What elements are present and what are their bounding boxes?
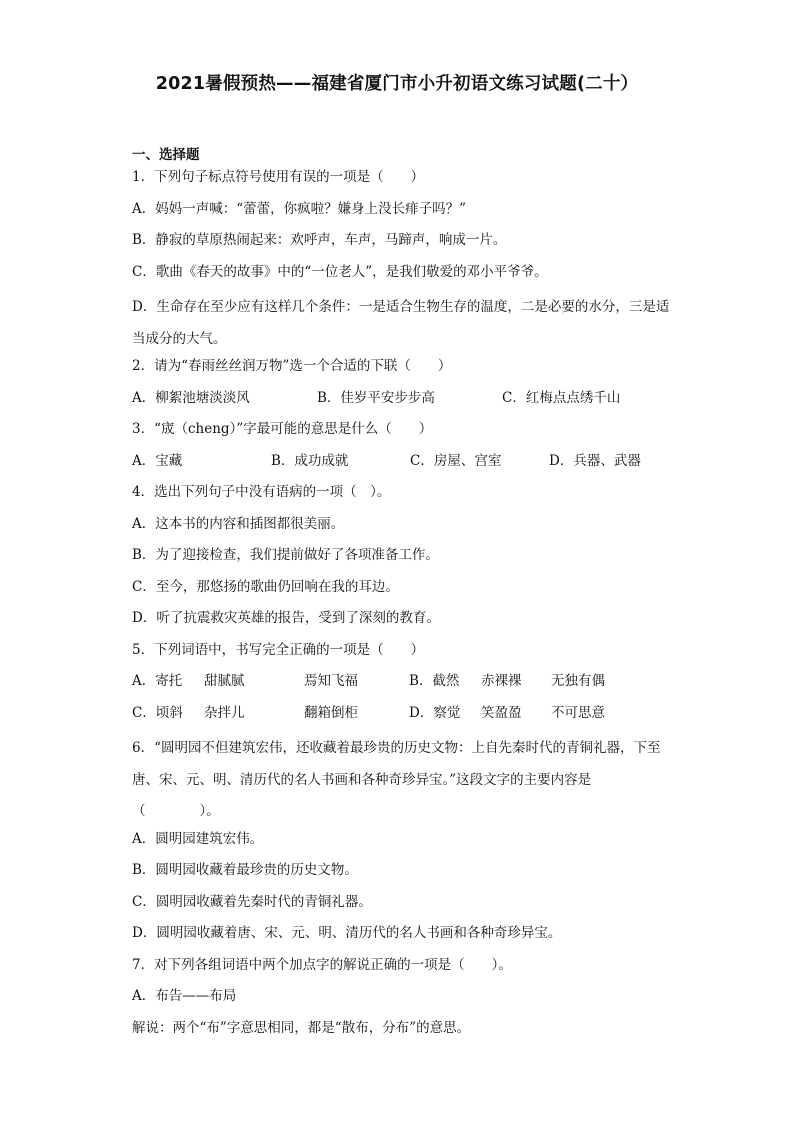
q3-option-a: A．宝藏	[132, 452, 183, 469]
q4-option-a: A．这本书的内容和插图都很美丽。	[132, 515, 345, 532]
q6-option-c: C．圆明园收藏着先秦时代的青铜礼器。	[132, 893, 372, 910]
q5-option-b-word1: B．截然	[409, 673, 460, 689]
q6-option-d: D．圆明园收藏着唐、宋、元、明、清历代的名人书画和各种奇珍异宝。	[132, 925, 562, 941]
q1-option-b: B．静寂的草原热闹起来：欢呼声，车声，马蹄声，响成一片。	[132, 232, 507, 248]
q7-explanation: 解说：两个“布”字意思相同，都是“散布，分布”的意思。	[132, 1019, 471, 1036]
q4-option-d: D．听了抗震救灾英雄的报告，受到了深刻的教育。	[132, 610, 440, 626]
q5-option-c-word2: 杂拌儿	[204, 704, 245, 721]
q2-option-b: B．佳岁平安步步高	[317, 389, 435, 406]
q3-options	[132, 450, 672, 482]
q2-option-a: A．柳絮池塘淡淡风	[132, 389, 250, 406]
q5-options-ab	[132, 670, 672, 702]
q5-option-b-word2: 赤裸裸	[481, 673, 522, 689]
q2-option-c: C．红梅点点绣千山	[502, 389, 621, 406]
q7-option-a: A．布告——布局	[132, 988, 237, 1004]
q5-option-c-word3: 翻箱倒柜	[304, 704, 358, 721]
q5-option-a-word2: 甜腻腻	[204, 673, 245, 689]
q5-stem: 5．下列词语中，书写完全正确的一项是（ ）	[132, 641, 425, 658]
q7-stem: 7．对下列各组词语中两个加点字的解说正确的一项是（ ）。	[132, 956, 512, 973]
q3-option-d: D．兵器、武器	[549, 452, 641, 469]
q3-option-b: B．成功成就	[271, 452, 349, 469]
q1-option-d: D．生命存在至少应有这样几个条件：一是适合生物生存的温度，二是必要的水分，三是适当成分的大气。	[132, 299, 670, 347]
q6-stem: 6．“圆明园不但建筑宏伟，还收藏着最珍贵的历史文物：上自先秦时代的青铜礼器，下至唐、宋、元、明、清历代的名人书画和各种奇珍异宝。”这段文字的主要内容是（ ）。	[132, 740, 661, 819]
q1-option-a: A．妈妈一声喊：“蕾蕾，你疯啦？嫌身上没长痱子吗？”	[132, 200, 467, 217]
q4-option-c: C．至今，那悠扬的歌曲仍回响在我的耳边。	[132, 578, 399, 595]
q4-option-b: B．为了迎接检查，我们提前做好了各项准备工作。	[132, 547, 439, 563]
q5-options-cd	[132, 702, 672, 734]
q5-option-a-word1: A．寄托	[132, 673, 183, 689]
q2-options	[132, 387, 672, 419]
q1-option-c: C．歌曲《春天的故事》中的“一位老人”，是我们敬爱的邓小平爷爷。	[132, 263, 548, 280]
q3-option-c: C．房屋、宫室	[410, 452, 502, 469]
q6-option-b: B．圆明园收藏着最珍贵的历史文物。	[132, 862, 358, 878]
q1-stem: 1．下列句子标点符号使用有误的一项是（ ）	[132, 169, 425, 185]
q6-option-a: A．圆明园建筑宏伟。	[132, 830, 264, 847]
q5-option-b-word3: 无独有偶	[551, 673, 605, 689]
section-heading: 一、选择题	[132, 147, 200, 163]
q5-option-a-word3: 焉知飞福	[304, 673, 358, 689]
q4-stem: 4．选出下列句子中没有语病的一项（ ）。	[132, 484, 391, 500]
page-title: 2021暑假预热——福建省厦门市小升初语文练习试题(二十）	[155, 74, 639, 94]
q5-option-d-word2: 笑盈盈	[481, 704, 522, 721]
question-list	[132, 144, 672, 1048]
q5-option-c-word1: C．顷斜	[132, 704, 183, 721]
q5-option-d-word1: D．察觉	[409, 704, 461, 721]
q2-stem: 2．请为“春雨丝丝润万物”选一个合适的下联（ ）	[132, 358, 452, 374]
q5-option-d-word3: 不可思意	[551, 704, 605, 721]
q3-stem: 3．“宬（cheng）”字最可能的意思是什么（ ）	[132, 421, 433, 437]
